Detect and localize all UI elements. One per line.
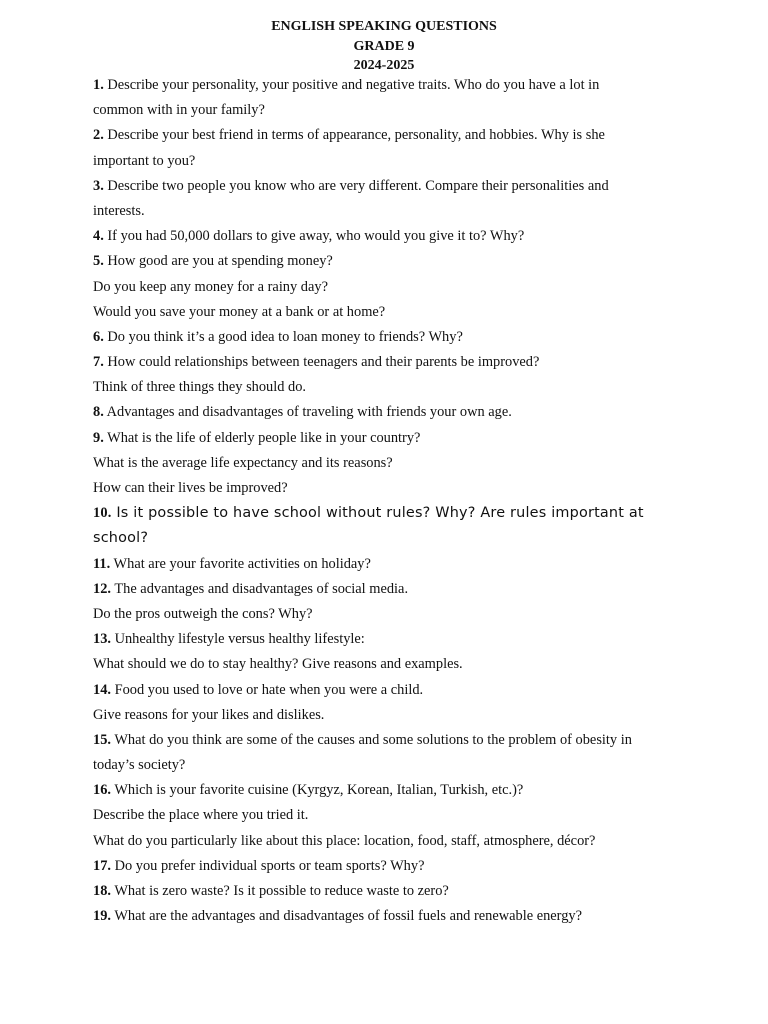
question-text: Food you used to love or hate when you were a child. [111, 681, 424, 698]
grade-label: GRADE 9 [353, 38, 415, 54]
question-number: 1. [93, 77, 104, 93]
question-text: What are your favorite activities on holiday? [110, 555, 371, 572]
question-text: Do you think it’s a good idea to loan money to friends? Why? [103, 328, 463, 345]
question-number: 6. [93, 328, 104, 345]
question-number: 7. [93, 354, 104, 371]
question-line [93, 325, 683, 350]
question-text: Which is your favorite cuisine (Kyrgyz, Korean, Italian, Turkish, etc.)? [111, 782, 524, 799]
question-line [93, 350, 683, 375]
question-text: common with in your family? [93, 102, 265, 119]
question-text: How could relationships between teenagers and their parents be improved? [103, 354, 540, 371]
question-number: 18. [93, 883, 111, 899]
question-text: interests. [93, 202, 145, 219]
question-text: Do you keep any money for a rainy day? [93, 278, 328, 295]
question-line [93, 728, 683, 753]
question-number: 10. [93, 505, 112, 522]
question-line [93, 678, 683, 703]
question-number: 14. [93, 681, 111, 698]
question-line [93, 501, 683, 526]
question-text: What is the average life expectancy and its reasons? [93, 454, 393, 471]
question-number: 17. [93, 857, 111, 874]
question-text: What is zero waste? Is it possible to reduce waste to zero? [111, 883, 449, 899]
question-line [93, 426, 683, 451]
question-text: What do you think are some of the causes and some solutions to the problem of obesity in [111, 731, 632, 748]
question-continuation-line [93, 149, 683, 174]
question-number: 2. [93, 127, 104, 144]
question-number: 5. [93, 253, 104, 270]
question-text: Is it possible to have school without rules? Why? Are rules important at [111, 505, 644, 522]
question-text: Advantages and disadvantages of traveling with friends your own age. [103, 404, 512, 421]
question-number: 9. [93, 429, 104, 446]
question-continuation-line [93, 275, 683, 300]
question-text: What do you particularly like about this place: location, food, staff, atmosphere, décor? [93, 832, 596, 849]
question-continuation-line [93, 300, 683, 325]
question-text: Do the pros outweigh the cons? Why? [93, 605, 313, 622]
question-text: today’s society? [93, 757, 186, 774]
question-continuation-line [93, 753, 683, 778]
question-text: Describe the place where you tried it. [93, 807, 309, 824]
question-continuation-line [93, 526, 683, 551]
document-title: ENGLISH SPEAKING QUESTIONS [271, 19, 497, 34]
question-text: Describe your best friend in terms of appearance, personality, and hobbies. Why is she [103, 127, 605, 144]
question-number: 13. [93, 631, 111, 648]
question-line [93, 174, 683, 199]
question-text: Think of three things they should do. [93, 379, 307, 396]
question-line [93, 224, 683, 249]
question-line [93, 577, 683, 602]
question-continuation-line [93, 476, 683, 501]
question-text: How good are you at spending money? [103, 253, 333, 270]
question-text: Would you save your money at a bank or at home? [93, 303, 386, 320]
question-number: 15. [93, 731, 111, 748]
question-continuation-line [93, 375, 683, 400]
question-number: 8. [93, 404, 104, 421]
question-line [93, 552, 683, 577]
school-year: 2024-2025 [353, 58, 415, 73]
question-continuation-line [93, 829, 683, 854]
question-number: 19. [93, 908, 111, 925]
question-text: Do you prefer individual sports or team sports? Why? [111, 857, 425, 874]
question-text: What should we do to stay healthy? Give reasons and examples. [93, 656, 463, 673]
question-text: school? [93, 530, 149, 547]
question-line [93, 627, 683, 652]
question-continuation-line [93, 199, 683, 224]
question-number: 12. [93, 580, 111, 597]
question-line [93, 400, 683, 425]
question-line [93, 854, 683, 879]
question-text: If you had 50,000 dollars to give away, who would you give it to? Why? [103, 228, 525, 245]
question-text: What is the life of elderly people like in your country? [103, 429, 421, 446]
question-line [93, 879, 683, 904]
question-text: important to you? [93, 152, 196, 169]
question-text: What are the advantages and disadvantages of fossil fuels and renewable energy? [111, 908, 582, 925]
question-continuation-line [93, 602, 683, 627]
question-continuation-line [93, 652, 683, 677]
question-continuation-line [93, 703, 683, 728]
question-number: 3. [93, 177, 104, 194]
question-text: Unhealthy lifestyle versus healthy lifestyle: [111, 631, 365, 648]
question-line [93, 249, 683, 274]
question-list [93, 73, 683, 929]
question-continuation-line [93, 803, 683, 828]
question-text: Describe your personality, your positive and negative traits. Who do you have a lot in [103, 77, 600, 93]
document-header [0, 17, 768, 76]
question-number: 4. [93, 228, 104, 245]
question-text: Describe two people you know who are very different. Compare their personalities and [103, 177, 609, 194]
question-continuation-line [93, 451, 683, 476]
question-number: 11. [93, 555, 111, 572]
question-line [93, 73, 683, 98]
question-line [93, 778, 683, 803]
question-text: How can their lives be improved? [93, 480, 288, 496]
question-line [93, 904, 683, 929]
question-number: 16. [93, 782, 111, 799]
question-text: The advantages and disadvantages of social media. [111, 580, 409, 597]
question-text: Give reasons for your likes and dislikes. [93, 706, 325, 723]
question-continuation-line [93, 98, 683, 123]
question-line [93, 123, 683, 148]
